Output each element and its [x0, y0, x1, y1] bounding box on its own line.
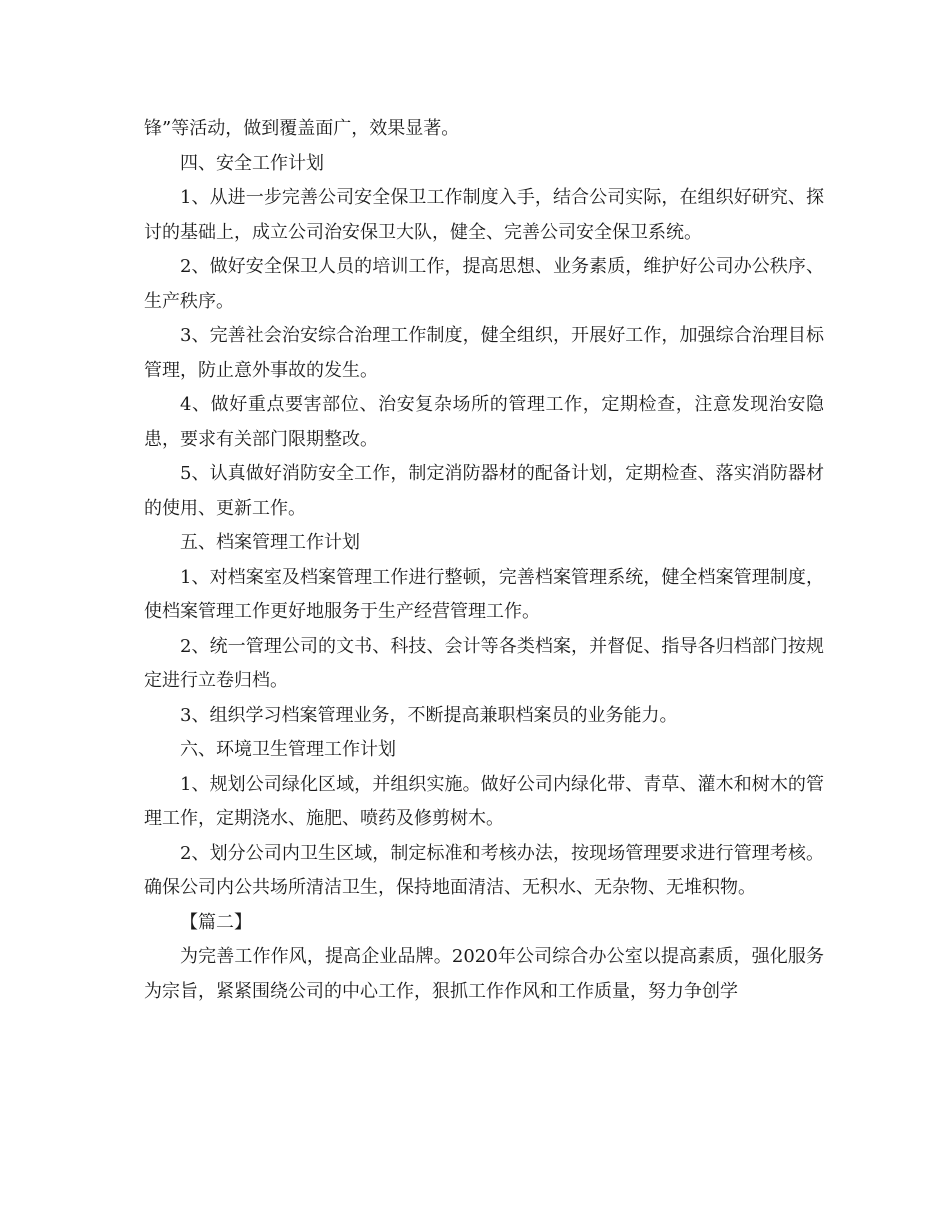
paragraph-environment-1: 1、规划公司绿化区域，并组织实施。做好公司内绿化带、青草、灌木和树木的管理工作，定期浇水、施肥、喷药及修剪树木。 [144, 773, 824, 829]
document-body [144, 112, 824, 1009]
paragraph-archives-3: 3、组织学习档案管理业务，不断提高兼职档案员的业务能力。 [180, 704, 678, 726]
part-two-heading: 【篇二】 [180, 911, 252, 933]
paragraph-security-4: 4、做好重点要害部位、治安复杂场所的管理工作，定期检查，注意发现治安隐患，要求有关部门限期整改。 [144, 394, 824, 450]
section-heading-security-plan: 四、安全工作计划 [180, 152, 324, 174]
paragraph-continuation: 锋”等活动，做到覆盖面广，效果显著。 [144, 118, 460, 139]
paragraph-environment-2: 2、划分公司内卫生区域，制定标准和考核办法，按现场管理要求进行管理考核。确保公司内公共场所清洁卫生，保持地面清洁、无积水、无杂物、无堆积物。 [144, 842, 824, 898]
section-heading-environment-plan: 六、环境卫生管理工作计划 [180, 739, 396, 760]
paragraph-security-5: 5、认真做好消防安全工作，制定消防器材的配备计划，定期检查、落实消防器材的使用、更新工作。 [144, 463, 824, 519]
paragraph-security-2: 2、做好安全保卫人员的培训工作，提高思想、业务素质，维护好公司办公秩序、生产秩序。 [144, 256, 824, 312]
paragraph-security-1: 1、从进一步完善公司安全保卫工作制度入手，结合公司实际，在组织好研究、探讨的基础上，成立公司治安保卫大队，健全、完善公司安全保卫系统。 [144, 187, 824, 243]
section-heading-archives-plan: 五、档案管理工作计划 [180, 532, 360, 553]
paragraph-part-two-intro: 为完善工作作风，提高企业品牌。2020年公司综合办公室以提高素质，强化服务为宗旨，紧紧围绕公司的中心工作，狠抓工作作风和工作质量，努力争创学 [144, 946, 824, 1002]
paragraph-security-3: 3、完善社会治安综合治理工作制度，健全组织，开展好工作，加强综合治理目标管理，防止意外事故的发生。 [144, 325, 824, 381]
paragraph-archives-2: 2、统一管理公司的文书、科技、会计等各类档案，并督促、指导各归档部门按规定进行立卷归档。 [144, 635, 824, 691]
paragraph-archives-1: 1、对档案室及档案管理工作进行整顿，完善档案管理系统，健全档案管理制度，使档案管理工作更好地服务于生产经营管理工作。 [144, 566, 824, 622]
